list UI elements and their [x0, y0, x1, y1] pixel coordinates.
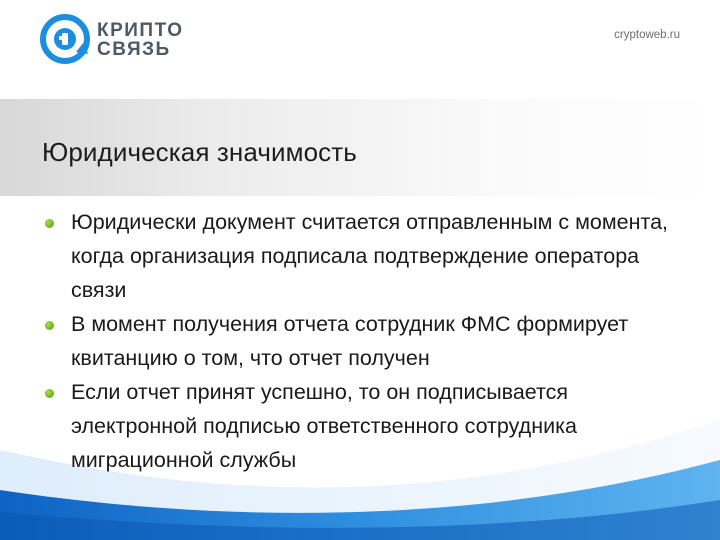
- bullet-text: Юридически документ считается отправленным с момента, когда организация подписала подтверждение оператора связи: [71, 210, 669, 302]
- brand-line-2: СВЯЗЬ: [97, 39, 171, 60]
- brand-wordmark: [97, 21, 184, 59]
- bullet-dot-icon: [45, 219, 54, 228]
- at-sign-logo-icon: [40, 14, 90, 64]
- brand-logo: [40, 14, 200, 68]
- slide-title: Юридическая значимость: [42, 137, 357, 167]
- site-url: cryptoweb.ru: [614, 29, 680, 41]
- bullet-text: Если отчет принят успешно, то он подписывается электронной подписью ответственного сотрудника миграционной службы: [71, 380, 577, 472]
- bullet-dot-icon: [45, 321, 54, 330]
- bullet-text: В момент получения отчета сотрудник ФМС формирует квитанцию о том, что отчет получен: [71, 312, 629, 370]
- bullet-dot-icon: [45, 389, 54, 398]
- brand-line-1: КРИПТО: [97, 20, 184, 41]
